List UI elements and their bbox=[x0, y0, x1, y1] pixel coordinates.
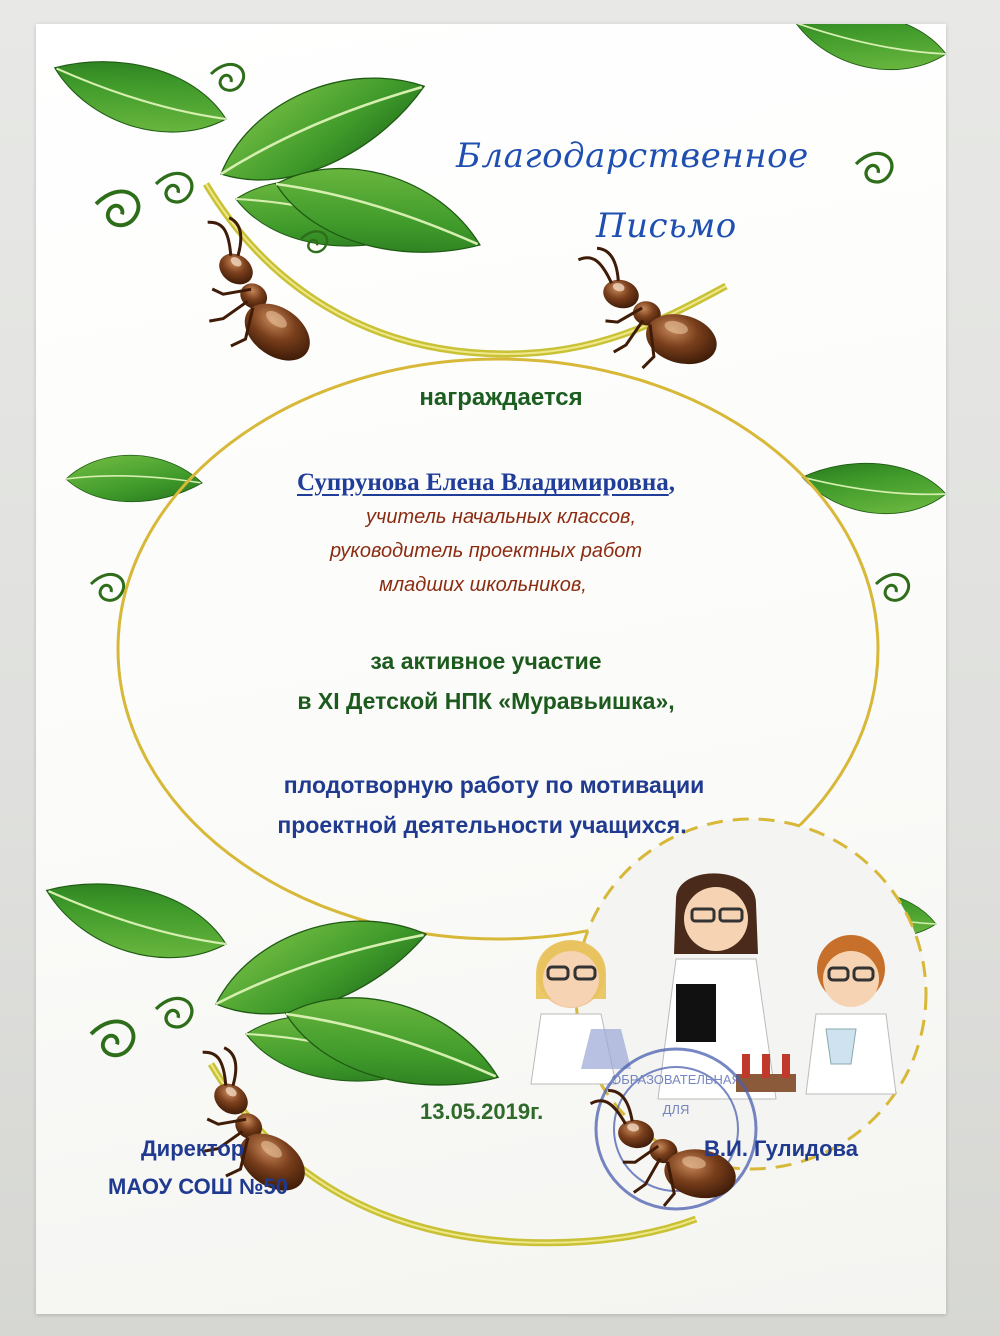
issue-date: 13.05.2019г. bbox=[420, 1099, 544, 1124]
recipient-role-3: младших школьников, bbox=[379, 574, 587, 596]
vine-icon bbox=[96, 191, 138, 225]
vine-icon bbox=[856, 153, 892, 182]
reason-line-1: за активное участие bbox=[370, 648, 602, 674]
leaf-icon bbox=[790, 24, 946, 86]
recipient-role-1: учитель начальных классов, bbox=[365, 506, 637, 528]
vine-icon bbox=[91, 1021, 133, 1055]
recipient-role-2: руководитель проектных работ bbox=[329, 540, 643, 562]
recipient-name: Супрунова Елена Владимировна bbox=[296, 469, 669, 496]
signer-name: В.И. Гулидова bbox=[704, 1136, 858, 1161]
awarded-label: награждается bbox=[419, 384, 583, 411]
svg-text:ОБРАЗОВАТЕЛЬНАЯ: ОБРАЗОВАТЕЛЬНАЯ bbox=[611, 1072, 741, 1087]
reason-line-2: в XI Детской НПК «Муравьишка», bbox=[297, 688, 675, 714]
leaf-icon bbox=[64, 449, 204, 508]
leaf-icon bbox=[45, 36, 234, 155]
vine-icon bbox=[156, 173, 192, 202]
vine-icon bbox=[876, 574, 909, 600]
reason-line-3: плодотворную работу по мотивации bbox=[283, 772, 705, 798]
vine-icon bbox=[91, 574, 124, 600]
ant-icon bbox=[556, 244, 734, 385]
svg-text:ДЛЯ: ДЛЯ bbox=[662, 1102, 690, 1117]
vine-icon bbox=[211, 64, 244, 90]
reason-line-4: проектной деятельности учащихся. bbox=[277, 812, 687, 838]
signer-title-line-1: Директор bbox=[141, 1136, 245, 1161]
leaf-icon bbox=[798, 451, 946, 525]
certificate-sheet bbox=[36, 24, 946, 1314]
title-line-1: Благодарственное bbox=[456, 136, 809, 176]
signer-title-line-2: МАОУ СОШ №50 bbox=[108, 1174, 288, 1199]
recipient-name-comma: , bbox=[668, 469, 676, 496]
scientists-illustration bbox=[531, 819, 926, 1169]
title-line-2: Письмо bbox=[596, 206, 737, 246]
recipient-name-row bbox=[297, 469, 675, 497]
leaf-icon bbox=[36, 858, 234, 983]
vine-icon bbox=[156, 998, 192, 1027]
